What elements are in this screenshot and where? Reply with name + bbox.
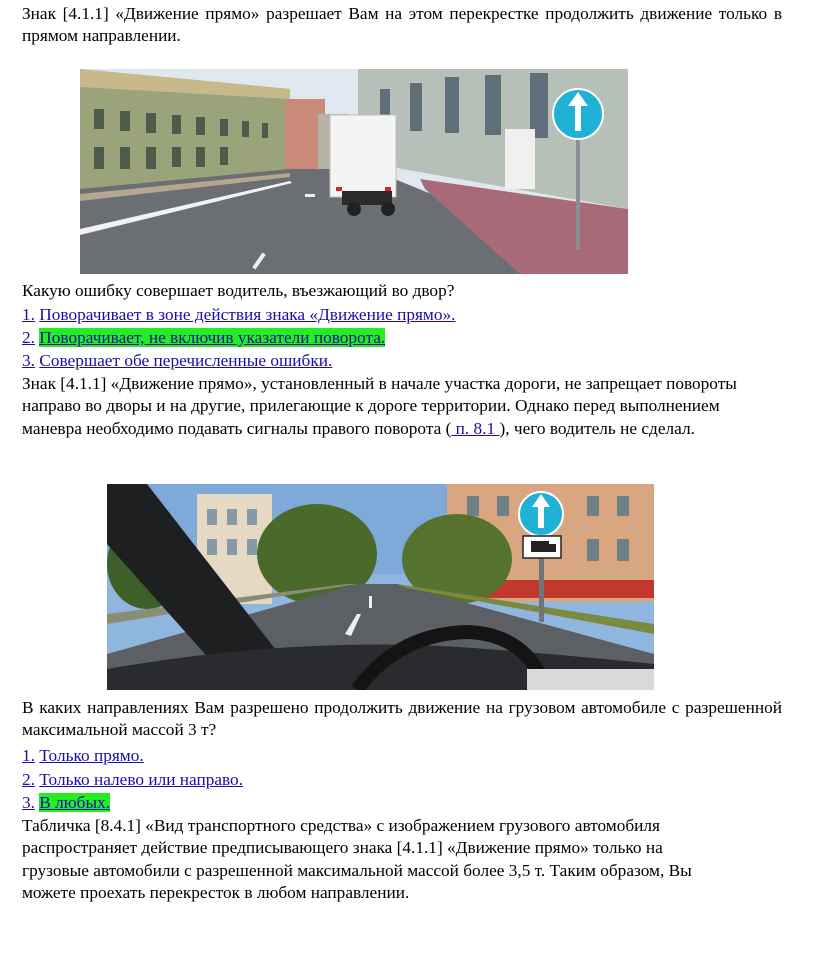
q1-option-3-link[interactable]: Совершает обе перечисленные ошибки. (39, 351, 333, 370)
q2-option-1-number: 1. (22, 746, 35, 765)
q1-option-1-link[interactable]: Поворачивает в зоне действия знака «Движение прямо». (39, 305, 456, 324)
q2-explanation: Табличка [8.4.1] «Вид транспортного средства» с изображением грузового автомобиля распространяет действие предписывающего знака [4.1.1] «Движение прямо» только на грузовые автомобили с разрешенной максимальной массой более 3,5 т. Таким образом, Вы можете проехать перекресток в любом направлении. (22, 816, 692, 903)
q1-option-2-number: 2. (22, 328, 35, 347)
q1-option-1[interactable] (22, 304, 455, 326)
windshield-photo-2 (107, 484, 654, 690)
q2-option-2[interactable] (22, 769, 243, 791)
q1-option-2-link-correct[interactable]: Поворачивает, не включив указатели поворота. (39, 328, 386, 347)
q2-option-1[interactable] (22, 745, 144, 767)
q1-question: Какую ошибку совершает водитель, въезжающий во двор? (22, 281, 455, 300)
q1-intro: Знак [4.1.1] «Движение прямо» разрешает Вам на этом перекрестке продолжить движение только в прямом направлении. (22, 4, 782, 46)
q2-question: В каких направлениях Вам разрешено продолжить движение на грузовом автомобиле с разрешенной максимальной массой 3 т? (22, 698, 782, 740)
q1-explanation-text-2: ), чего водитель не сделал. (499, 418, 695, 438)
rule-8-1-link[interactable]: п. 8.1 (451, 418, 500, 438)
q1-option-2[interactable] (22, 327, 385, 349)
q2-option-3[interactable] (22, 792, 110, 814)
q1-option-1-number: 1. (22, 305, 35, 324)
q2-option-3-number: 3. (22, 793, 35, 812)
q1-explanation (22, 373, 742, 440)
q2-option-1-link[interactable]: Только прямо. (39, 746, 144, 765)
q2-option-3-link-correct[interactable]: В любых. (39, 793, 111, 812)
street-photo-1 (80, 69, 628, 274)
q1-explanation-text-1: Знак [4.1.1] «Движение прямо», установленный в начале участка дороги, не запрещает повороты направо во дворы и на другие, прилегающие к дороге территории. Однако перед выполнением маневра необходимо подавать сигналы правого поворота ( (22, 374, 737, 438)
q1-option-3[interactable] (22, 350, 332, 372)
q1-option-3-number: 3. (22, 351, 35, 370)
q2-option-2-link[interactable]: Только налево или направо. (39, 770, 244, 789)
q2-option-2-number: 2. (22, 770, 35, 789)
